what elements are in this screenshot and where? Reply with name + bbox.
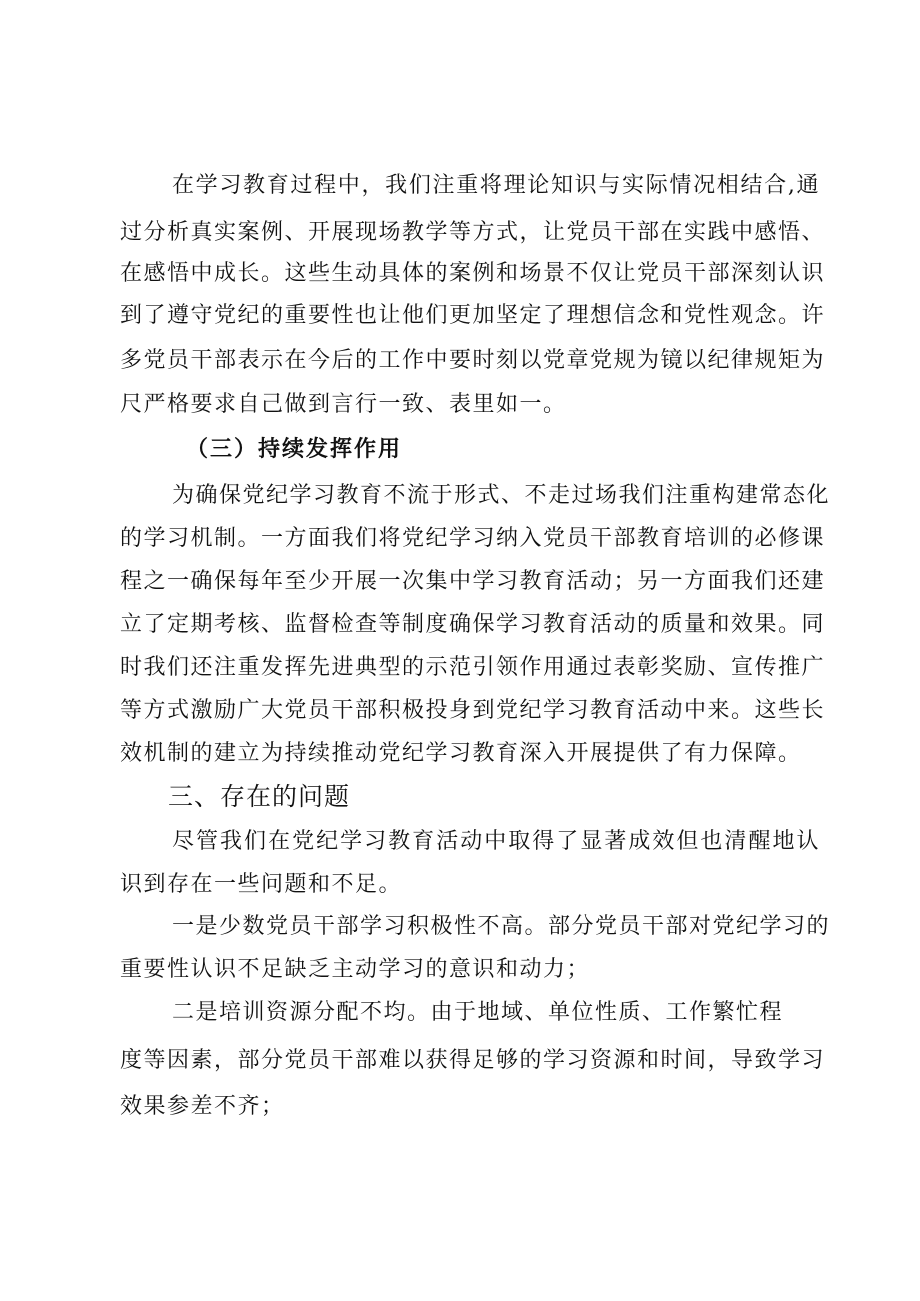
paragraph-5-line-1: 二是培训资源分配不均。由于地域、单位性质、工作繁忙程: [172, 1000, 784, 1025]
paragraph-1-line-5: 多党员干部表示在今后的工作中要时刻以党章党规为镜以纪律规矩为: [120, 348, 826, 373]
paragraph-1-line-4: 到了遵守党纪的重要性也让他们更加坚定了理想信念和党性观念。许: [120, 303, 826, 328]
paragraph-1-line-6: 尺严格要求自己做到言行一致、表里如一。: [120, 392, 567, 417]
paragraph-1-line-1: 在学习教育过程中，我们注重将理论知识与实际情况相结合,通: [172, 173, 820, 198]
paragraph-4-line-2: 重要性认识不足缺乏主动学习的意识和动力；: [120, 957, 591, 982]
paragraph-4-line-1: 一是少数党员干部学习积极性不高。部分党员干部对党纪学习的: [172, 914, 831, 939]
paragraph-2-line-2: 的学习机制。一方面我们将党纪学习纳入党员干部教育培训的必修课: [120, 526, 826, 551]
paragraph-2-line-3: 程之一确保每年至少开展一次集中学习教育活动；另一方面我们还建: [120, 569, 826, 594]
paragraph-5-line-2: 度等因素，部分党员干部难以获得足够的学习资源和时间，导致学习: [120, 1048, 826, 1073]
paragraph-2-line-6: 等方式激励广大党员干部积极投身到党纪学习教育活动中来。这些长: [120, 698, 826, 723]
section-heading-problems: 三、存在的问题: [168, 782, 351, 811]
paragraph-2-line-1: 为确保党纪学习教育不流于形式、不走过场我们注重构建常态化: [172, 483, 831, 508]
paragraph-3-line-1: 尽管我们在党纪学习教育活动中取得了显著成效但也清醒地认: [172, 829, 820, 854]
subheading-continuous-role: （三）持续发挥作用: [186, 436, 403, 462]
paragraph-2-line-7: 效机制的建立为持续推动党纪学习教育深入开展提供了有力保障。: [120, 741, 802, 766]
paragraph-2-line-5: 时我们还注重发挥先进典型的示范引领作用通过表彰奖励、宣传推广: [120, 655, 826, 680]
paragraph-1-line-3: 在感悟中成长。这些生动具体的案例和场景不仅让党员干部深刻认识: [120, 261, 826, 286]
paragraph-2-line-4: 立了定期考核、监督检查等制度确保学习教育活动的质量和效果。同: [120, 612, 826, 637]
paragraph-3-line-2: 识到存在一些问题和不足。: [120, 872, 403, 897]
paragraph-5-line-3: 效果参差不齐；: [120, 1094, 285, 1119]
paragraph-1-line-2: 过分析真实案例、开展现场教学等方式，让党员干部在实践中感悟、: [120, 220, 826, 245]
